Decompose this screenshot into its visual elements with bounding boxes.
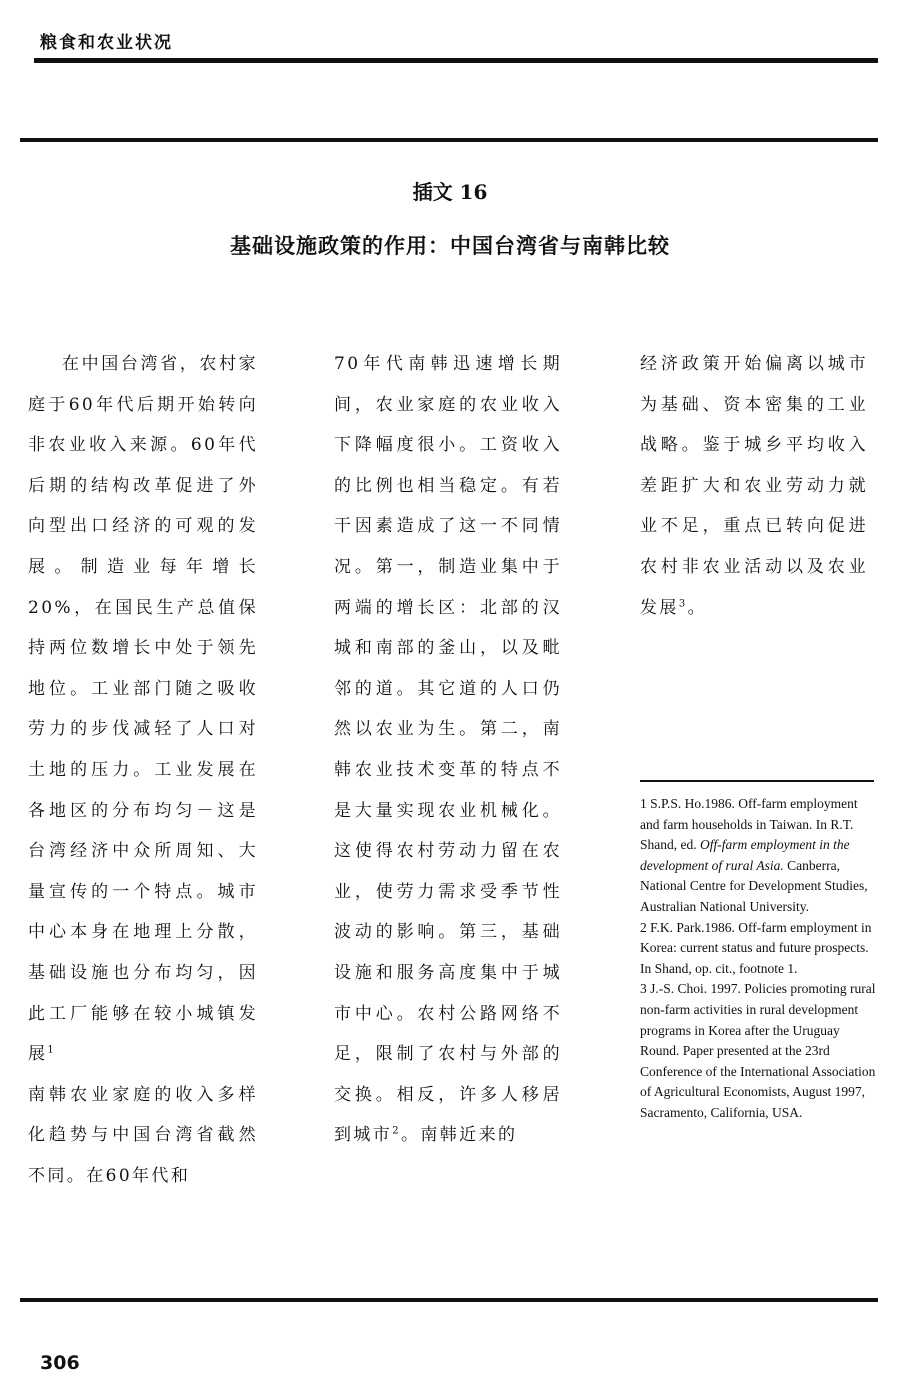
footnote-ref-3: 3 <box>678 597 688 609</box>
paragraph-korea: 南韩农业家庭的收入多样化趋势与中国台湾省截然不同。在60年代和 <box>28 1084 258 1186</box>
text-column-1 <box>28 344 258 1196</box>
footnote-text: 1 S.P.S. Ho.1986. Off-farm employment and farm households in Taiwan. In R.T. Shand, ed. <box>640 796 858 853</box>
footnote-text: 2 F.K. Park.1986. Off-farm employment in Korea: current status and future prospects. In Shand, op. cit., footnote 1. <box>640 919 872 976</box>
footnotes <box>640 794 880 1124</box>
paragraph-text: 在中国台湾省，农村家庭于60年代后期开始转向非农业收入来源。60年代后期的结构改革促进了外向型出口经济的可观的发展。制造业每年增长20%，在国民生产总值保持两位数增长中处于领先地位。工业部门随之吸收劳力的步伐减轻了人口对土地的压力。工业发展在各地区的分布均匀－这是台湾经济中众所周知、大量宣传的一个特点。城市中心本身在地理上分散，基础设施也分布均匀，因此工厂能够在较小城镇发展 <box>28 354 258 1065</box>
header-rule <box>34 58 878 63</box>
paragraph-taiwan <box>28 344 258 1075</box>
footnote-ref-2: 2 <box>392 1125 401 1137</box>
footnote-italic-title: Off-farm employment in the development of rural Asia. <box>640 837 850 873</box>
text-column-2 <box>334 344 562 1156</box>
footnote-1 <box>640 794 880 918</box>
paragraph-text-tail: 。南韩近来的 <box>400 1125 518 1146</box>
page-number: 306 <box>40 1352 80 1374</box>
footnote-rule <box>640 780 874 782</box>
paragraph-korea-continued <box>334 344 562 1156</box>
box-bottom-rule <box>20 1298 878 1302</box>
box-title: 基础设施政策的作用：中国台湾省与南韩比较 <box>230 233 670 258</box>
footnote-2 <box>640 918 880 980</box>
paragraph-korea-policy <box>640 344 868 628</box>
box-top-rule <box>20 138 878 142</box>
footnote-ref-1: 1 <box>47 1044 57 1056</box>
paragraph-text-tail: 。 <box>687 597 707 618</box>
footnote-3 <box>640 979 880 1123</box>
paragraph-text: 经济政策开始偏离以城市为基础、资本密集的工业战略。鉴于城乡平均收入差距扩大和农业劳动力就业不足，重点已转向促进农村非农业活动以及农业发展 <box>640 354 868 618</box>
paragraph-text: 70年代南韩迅速增长期间，农业家庭的农业收入下降幅度很小。工资收入的比例也相当稳定。有若干因素造成了这一不同情况。第一，制造业集中于两端的增长区：北部的汉城和南部的釜山，以及毗邻的道。其它道的人口仍然以农业为生。第二，南韩农业技术变革的特点不是大量实现农业机械化。这使得农村劳动力留在农业，使劳力需求受季节性波动的影响。第三，基础设施和服务高度集中于城市中心。农村公路网络不足，限制了农村与外部的交换。相反，许多人移居到城市 <box>334 354 562 1146</box>
footnote-text-tail: Canberra, National Centre for Development Studies, Australian National University. <box>640 857 868 914</box>
text-column-3 <box>640 344 868 628</box>
box-label: 插文 16 <box>412 180 488 204</box>
running-header-title: 粮食和农业状况 <box>40 33 173 53</box>
footnote-text: 3 J.-S. Choi. 1997. Policies promoting rural non-farm activities in rural development programs in Korea after the Uruguay Round. Paper presented at the 23rd Conference of the International Association of Agricultural Economists, August 1997, Sacramento, California, USA. <box>640 981 876 1120</box>
